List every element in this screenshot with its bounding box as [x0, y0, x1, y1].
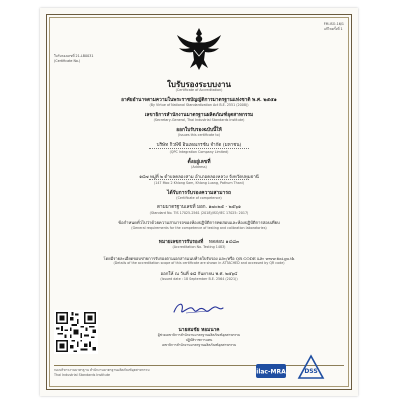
accreditation-en: (Accreditation No. Testing 1483)	[172, 245, 226, 249]
certificate-number	[54, 54, 93, 64]
footer-text	[54, 368, 204, 378]
form-ref-line2: แก้ไขครั้งที่ 1	[323, 27, 343, 31]
certificate-title-en: (Certificate of Accreditation)	[175, 88, 223, 92]
company-name: บริษัท กิวพีซี อินเทอเกรชัน จำกัด (มหาชน)	[156, 143, 242, 148]
signatory-name: นายสมชัย หอมนาค	[178, 327, 220, 333]
address-heading-en: (Address)	[191, 165, 207, 169]
competence-heading-en: (Certificate of competence)	[176, 196, 222, 200]
issue-date-en: (Issued date : 18 September B.E. 2564 (2021))	[160, 277, 238, 281]
authority-line: อาศัยอำนาจตามความในพระราชบัญญัติการมาตรฐานแห่งชาติ พ.ศ. ๒๕๕๑	[121, 97, 277, 103]
ilac-logo-text: ilac-MRA	[256, 368, 286, 376]
address-en: (147 Moo 2 Khlong Sam, Khlong Luang, Pathum Thani)	[153, 181, 245, 185]
ilac-mra-logo-icon	[256, 364, 286, 378]
form-ref-line1: FM-ISO-16/1	[323, 22, 344, 26]
accreditation-value: ทดสอบ ๑๔๘๓	[208, 240, 240, 245]
cert-no-en: (Certificate No.)	[54, 59, 81, 63]
scope-note-en: (Details of the accreditation scope of this certificate are shown in ATTACHED and accessed by QR code)	[113, 261, 285, 265]
handwritten-signature	[168, 298, 228, 318]
secretary-general: เลขาธิการสำนักงานมาตรฐานผลิตภัณฑ์อุตสาหกรรม	[144, 112, 254, 118]
signatory-title1: ผู้ช่วยเลขาธิการสำนักงานมาตรฐานผลิตภัณฑ์อุตสาหกรรม	[157, 333, 241, 337]
standard-number: ตามมาตรฐานเลขที่ มอก. ๑๗๐๒๕ - ๒๕๖๑	[157, 205, 241, 210]
issues-to: ออกใบรับรองฉบับนี้ให้	[176, 127, 222, 133]
requirements-en: (General requirements for the competence of testing and calibration laboratories)	[131, 226, 267, 230]
competence-heading: ได้รับการรับรองความสามารถ	[166, 190, 232, 196]
accreditation-label: หมายเลขการรับรองที่	[158, 239, 204, 245]
dss-logo-icon	[296, 354, 326, 380]
certificate-title: ใบรับรองระบบงาน	[167, 79, 231, 89]
footer-line2: Thai Industrial Standards Institute	[54, 373, 111, 377]
authority-line-en: (By Virtue of National Standardization Act B.E. 2551 (2008))	[149, 103, 249, 107]
qr-code-icon[interactable]	[54, 310, 98, 354]
signatory-title2: ปฏิบัติราชการแทน	[185, 338, 213, 342]
certificate-page	[40, 8, 358, 396]
signatory-title3: เลขาธิการสำนักงานมาตรฐานผลิตภัณฑ์อุตสาหกรรม	[161, 343, 237, 347]
secretary-general-en: (Secretary-General, Thai Industrial Standards Institute)	[153, 118, 245, 122]
address-heading: ตั้งอยู่เลขที่	[187, 159, 211, 165]
form-reference	[324, 22, 344, 32]
address-th: ๑๔๗ หมู่ที่ ๒ ตำบลคลองสาม อำเภอคลองหลวง จังหวัดปทุมธานี	[139, 175, 259, 180]
cert-no-th: ใบรับรองเลขที่ 21-LB0031	[54, 54, 94, 58]
standard-number-en: (Standard No. TIS 17025-2561 (2018)/ISO/IEC 17025: 2017)	[149, 211, 249, 215]
requirements-th: ข้อกำหนดทั่วไปว่าด้วยความสามารถของห้องปฏิบัติการทดสอบและห้องปฏิบัติการสอบเทียบ	[118, 220, 280, 225]
issues-to-en: (Issues this certificate to)	[178, 133, 220, 137]
dss-logo-text: DSS	[304, 368, 318, 375]
scope-note: โดยมีรายละเอียดขอบข่ายการรับรองตามเอกสารแนบท้ายใบรับรอง และ/หรือ QR CODE และ www.tisi.go.th	[103, 256, 295, 261]
footer-line1: กองบริหารงานมาตรฐาน สำนักงานมาตรฐานผลิตภัณฑ์อุตสาหกรรม	[54, 368, 150, 372]
issue-date: ออกให้ ณ วันที่ ๑๘ กันยายน พ.ศ. ๒๕๖๔	[160, 272, 238, 277]
company-name-en: (QPC Integration Company Limited)	[169, 150, 229, 154]
garuda-emblem-icon	[174, 26, 224, 72]
